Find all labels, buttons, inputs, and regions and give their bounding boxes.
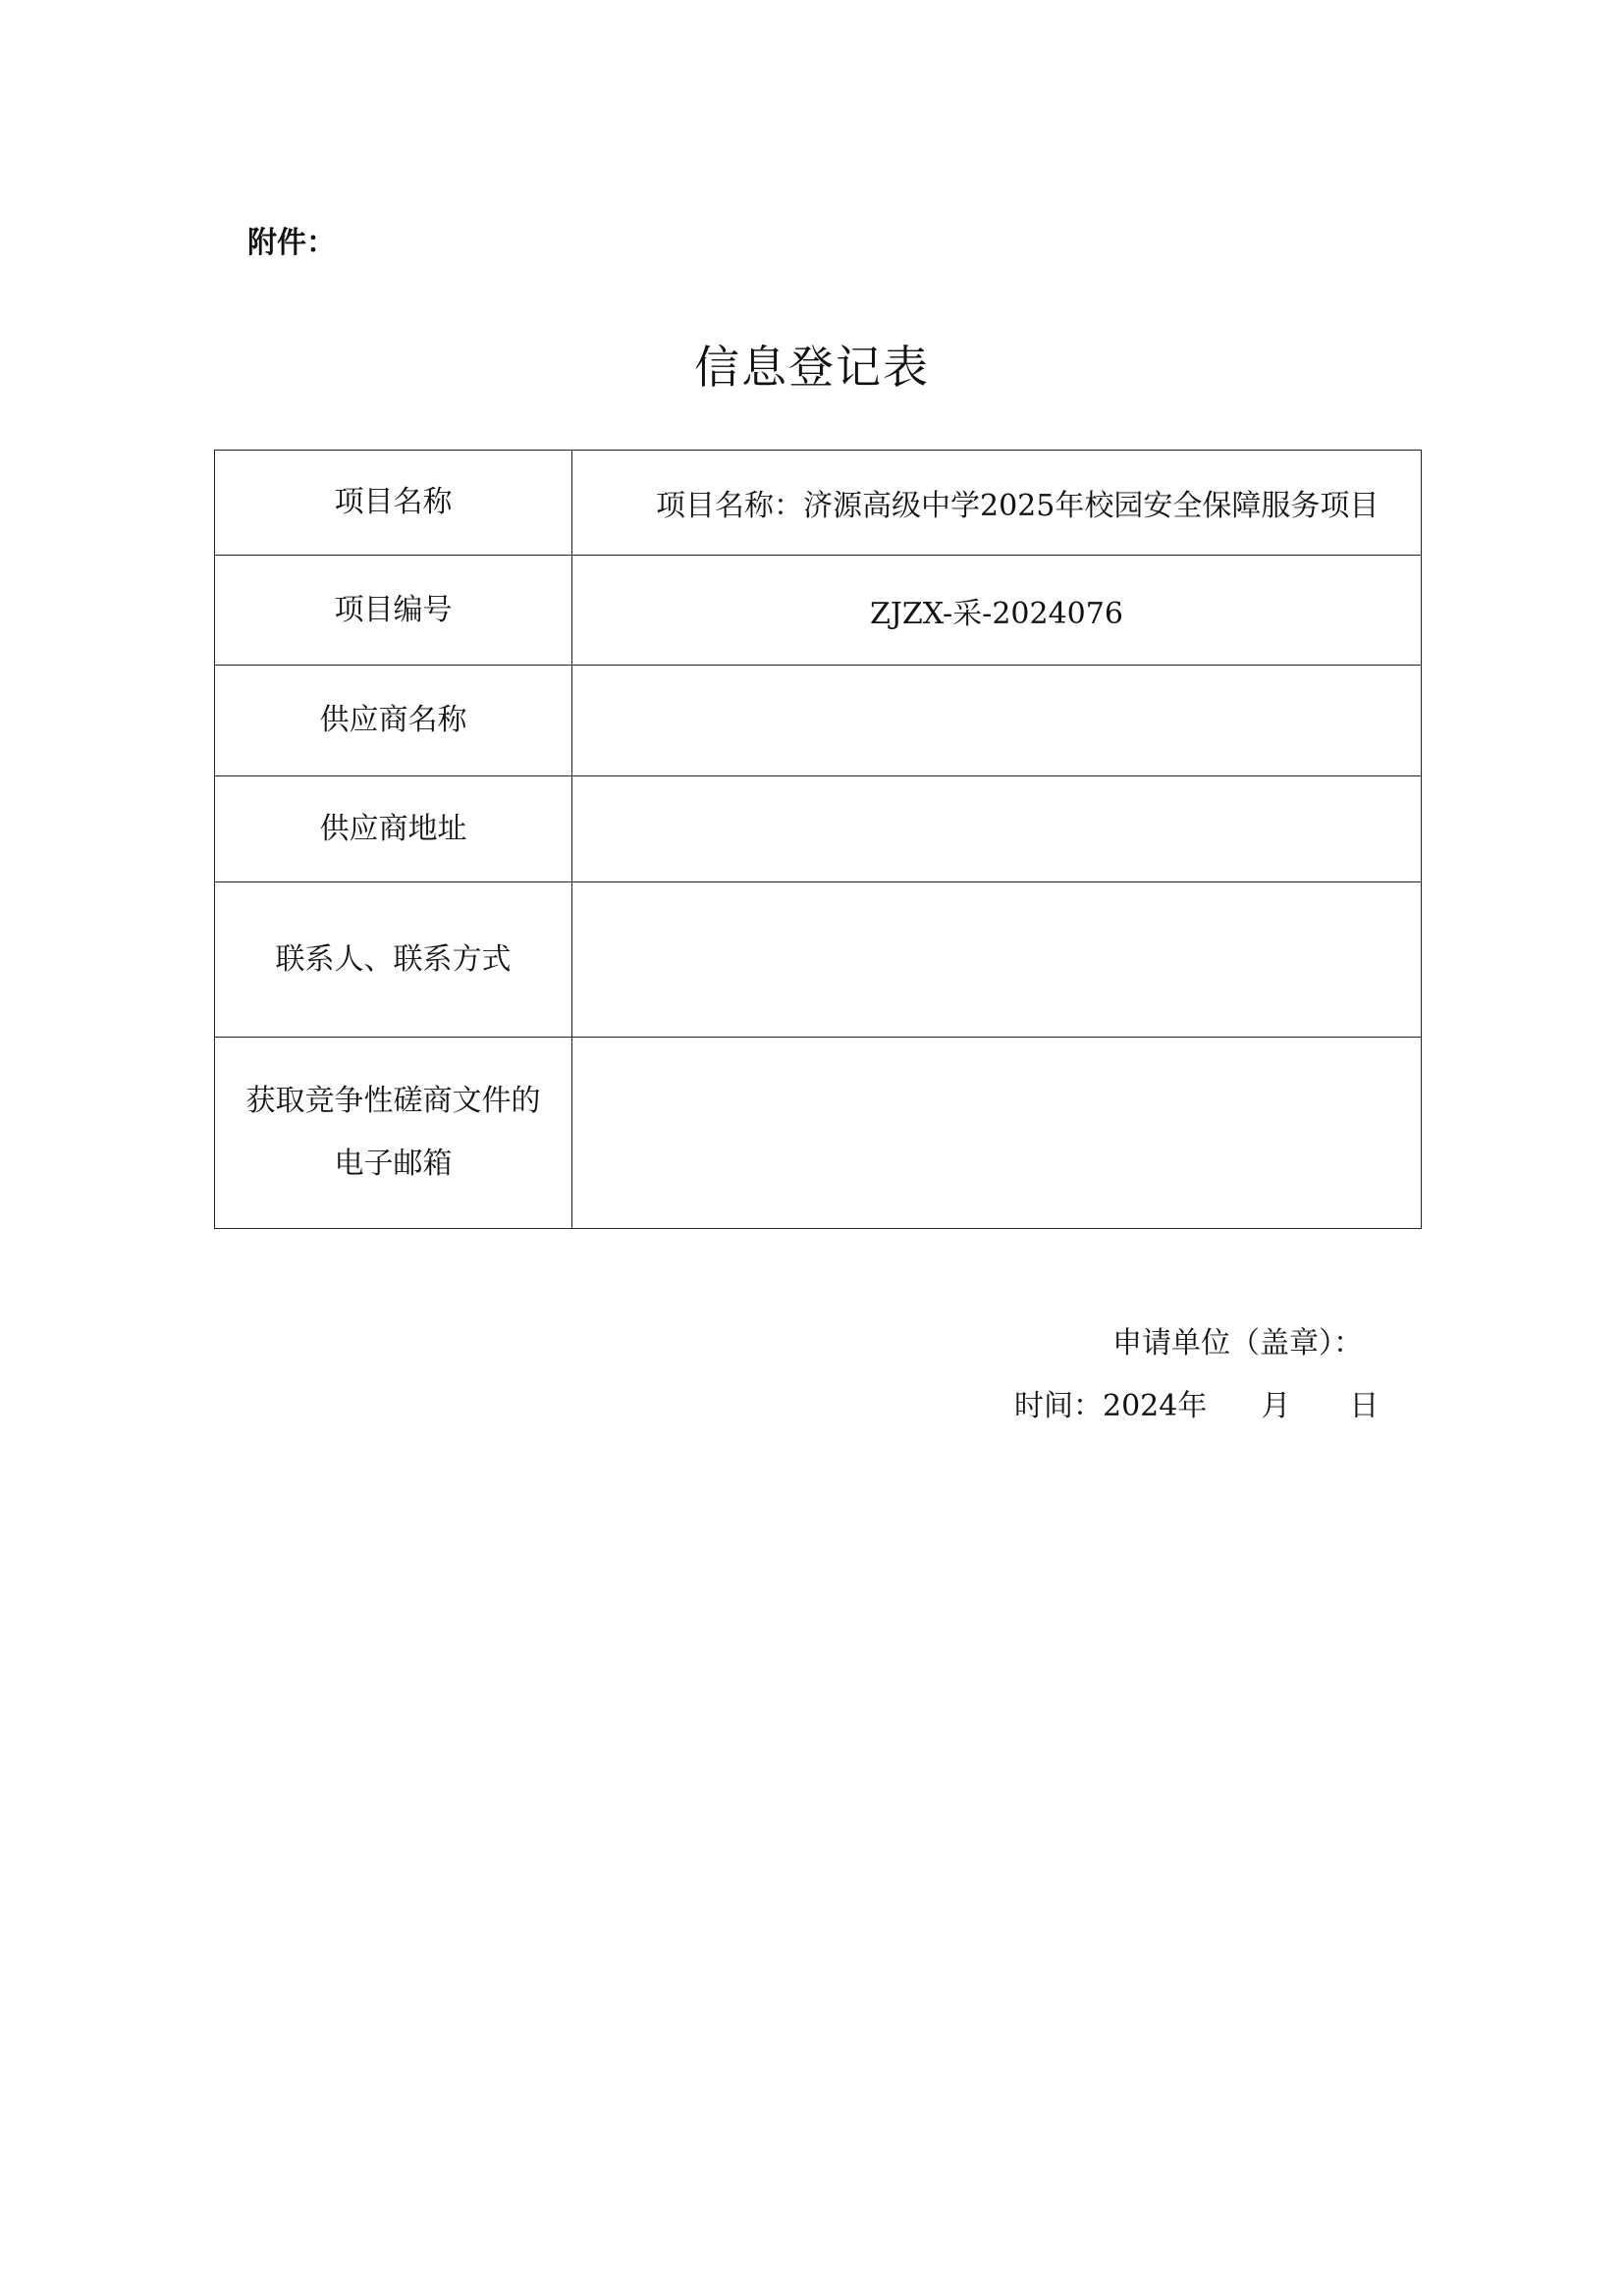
row-label: 获取竞争性磋商文件的电子邮箱 (215, 1038, 572, 1229)
date-month: 月 (1261, 1389, 1291, 1423)
date-year: 2024年 (1103, 1389, 1208, 1423)
project-number-value: ZJZX-采-2024076 (572, 556, 1422, 666)
attachment-label: 附件： (247, 226, 336, 260)
table-row (215, 882, 1422, 1038)
supplier-name-field[interactable] (572, 666, 1422, 776)
email-field[interactable] (572, 1038, 1422, 1229)
table-row (215, 451, 1422, 556)
date-line (1014, 1381, 1379, 1424)
row-label: 供应商名称 (215, 666, 572, 776)
row-label: 联系人、联系方式 (215, 882, 572, 1038)
table-row (215, 776, 1422, 882)
table-row (215, 1038, 1422, 1229)
contact-field[interactable] (572, 882, 1422, 1038)
date-label: 时间： (1014, 1389, 1103, 1423)
table-row (215, 556, 1422, 666)
registration-table (214, 450, 1422, 1229)
applicant-label: 申请单位（盖章）： (1112, 1326, 1363, 1361)
row-label: 项目编号 (215, 556, 572, 666)
supplier-address-field[interactable] (572, 776, 1422, 882)
table-row (215, 666, 1422, 776)
row-label: 供应商地址 (215, 776, 572, 882)
date-day: 日 (1349, 1389, 1380, 1423)
row-label: 项目名称 (215, 451, 572, 556)
project-name-value: 项目名称：济源高级中学2025年校园安全保障服务项目 (572, 451, 1422, 556)
page-title: 信息登记表 (694, 341, 930, 394)
